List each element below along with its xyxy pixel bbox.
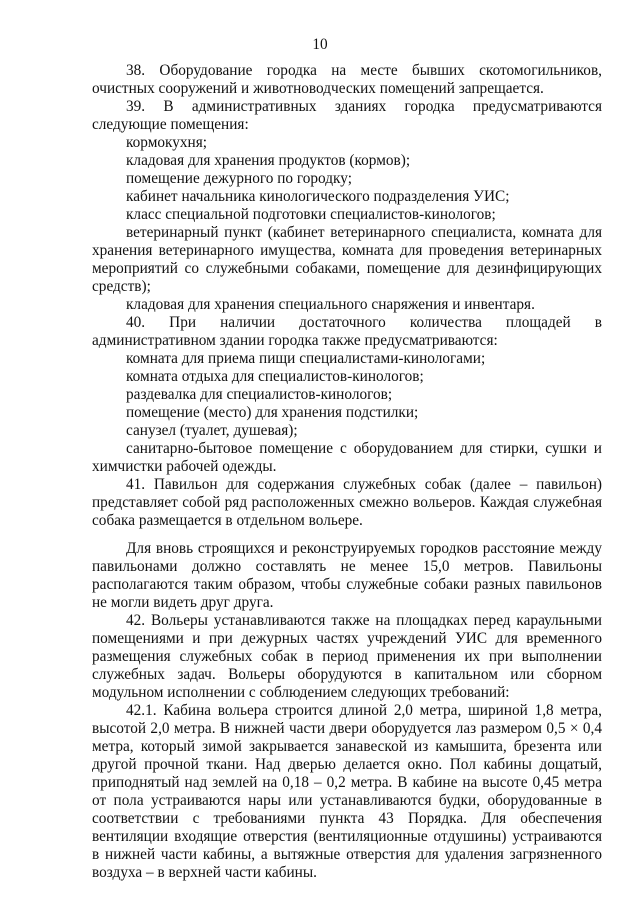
list-item: кладовая для хранения продуктов (кормов);	[126, 152, 411, 169]
list-item: помещение дежурного по городку;	[126, 170, 352, 187]
paragraph-41-b: Для вновь строящихся и реконструируемых городков расстояние между павильонами должно составлять не менее 15,0 метров. Павильоны располагаются таким образом, чтобы служебные собаки разных павильонов не могли видеть друг друга.	[92, 540, 602, 611]
list-item: раздевалка для специалистов-кинологов;	[126, 386, 393, 403]
paragraph-40-intro: 40. При наличии достаточного количества площадей в административном здании городка также предусматриваются:	[92, 314, 602, 349]
paragraph-39-intro: 39. В административных зданиях городка предусматриваются следующие помещения:	[92, 98, 602, 133]
list-item: класс специальной подготовки специалистов-кинологов;	[126, 206, 496, 223]
list-item: кормокухня;	[126, 134, 208, 151]
page-number: 10	[312, 36, 328, 53]
paragraph-38: 38. Оборудование городка на месте бывших скотомогильников, очистных сооружений и животноводческих помещений запрещается.	[92, 62, 602, 97]
paragraph-gap	[92, 530, 602, 540]
paragraph-42: 42. Вольеры устанавливаются также на площадках перед караульными помещениями и при дежурных частях учреждений УИС для временного размещения служебных собак в период применения их при выполнении служебных задач. Вольеры оборудуются в капитальном или сборном модульном исполнении с соблюдением следующих требований:	[92, 612, 602, 701]
document-body	[92, 62, 602, 882]
list-item: кладовая для хранения специального снаряжения и инвентаря.	[126, 296, 535, 313]
list-item-sanitary-room: санитарно-бытовое помещение с оборудованием для стирки, сушки и химчистки рабочей одежды.	[92, 440, 602, 475]
paragraph-42-1: 42.1. Кабина вольера строится длиной 2,0 метра, шириной 1,8 метра, высотой 2,0 метра. В нижней части двери оборудуется лаз размером 0,5 × 0,4 метра, который зимой закрывается занавеской из камышита, брезента или другой прочной ткани. Над дверью делается окно. Пол кабины дощатый, приподнятый над землей на 0,18 – 0,2 метра. В кабине на высоте 0,45 метра от пола устраиваются нары или устанавливаются будки, оборудованные в соответствии с требованиями пункта 43 Порядка. Для обеспечения вентиляции входящие отверстия (вентиляционные отдушины) устраиваются в нижней части кабины, а вытяжные отверстия для удаления загрязненного воздуха – в верхней части кабины.	[92, 702, 602, 881]
list-item: кабинет начальника кинологического подразделения УИС;	[126, 188, 510, 205]
paragraph-41: 41. Павильон для содержания служебных собак (далее – павильон) представляет собой ряд расположенных смежно вольеров. Каждая служебная собака размещается в отдельном вольере.	[92, 476, 602, 529]
list-item: комната отдыха для специалистов-кинологов;	[126, 368, 424, 385]
list-item: комната для приема пищи специалистами-кинологами;	[126, 350, 486, 367]
list-item: помещение (место) для хранения подстилки;	[126, 404, 419, 421]
list-item: санузел (туалет, душевая);	[126, 422, 298, 439]
list-item-vet-point: ветеринарный пункт (кабинет ветеринарного специалиста, комната для хранения ветеринарного имущества, комната для проведения ветеринарных мероприятий со служебными собаками, помещение для дезинфицирующих средств);	[92, 224, 602, 295]
